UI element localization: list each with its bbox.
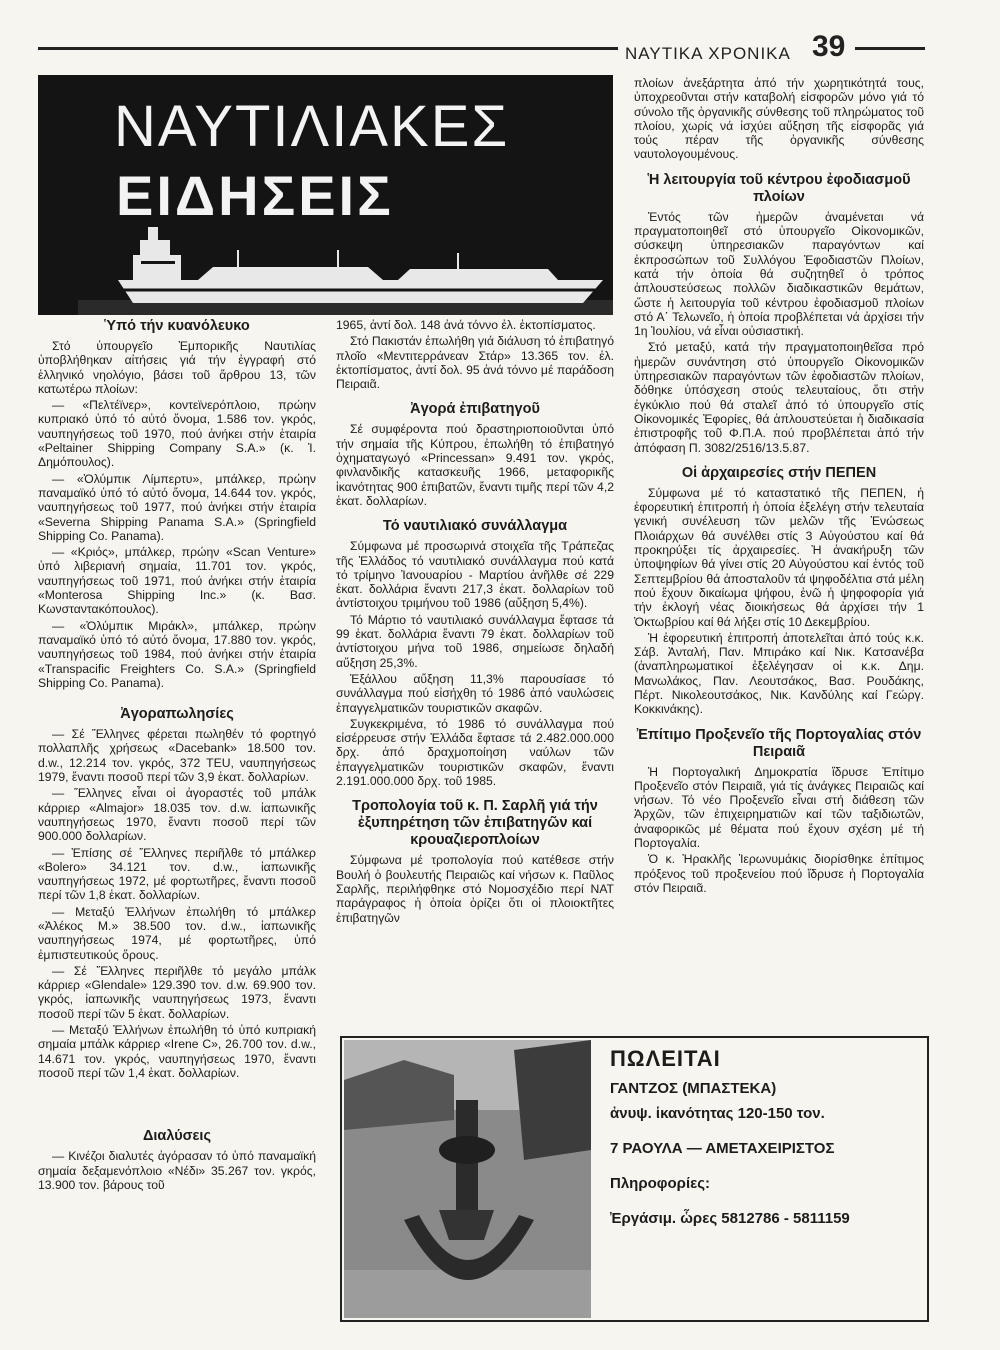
paragraph: Συγκεκριμένα, τό 1986 τό συνάλλαγμα πού εἰσέρρευσε στήν Ἑλλάδα ἔφτασε τά 2.482.000.000 δρχ. ἀπό δραχμοποίηση ναύλων τῶν ἐπαγγελματικῶν τουριστικῶν σκαφῶν, ἔναντι 2.191.000.000 δρχ. τοῦ 1985. <box>336 716 614 789</box>
column-2 <box>336 318 614 927</box>
paragraph: Σέ συμφέροντα πού δραστηριοποιοῦνται ὑπό τήν σημαία τῆς Κύπρου, ἐπωλήθη τό ἐπιβατηγό ὀχηματαγωγό «Princessan» 9.491 τον. γκρός, φινλανδικῆς κατασκευῆς 1966, μεταφορικῆς ἱκανότητας 900 ἐπιβατῶν, ἔναντι τιμῆς περί τῶν 4,2 ἑκατ. δολλαρίων. <box>336 422 614 508</box>
banner-title-line1: ΝΑΥΤΙΛΙΑΚΕΣ <box>114 94 510 159</box>
paragraph: Τό Μάρτιο τό ναυτιλιακό συνάλλαγμα ἔφτασε τά 99 ἑκατ. δολλάρια ἔναντι 79 ἑκατ. δολλαρίων τοῦ ἀντίστοιχου μήνα τοῦ 1986, σημείωσε δηλαδή αὔξηση 25,3%. <box>336 612 614 670</box>
journal-title: ΝΑΥΤΙΚΑ ΧΡΟΝΙΚΑ <box>625 44 791 63</box>
paragraph: — «Ὀλύμπικ Λίμπερτυ», μπάλκερ, πρώην παναμαϊκό ὑπό τό αὐτό ὄνομα, 14.644 τον. γκρός, ναυπηγήσεως τοῦ 1977, πού ἀνήκει στήν ἑταιρία «Severna Shipping Panama S.A.» (Springfield Shipping Co. Panama). <box>38 471 316 543</box>
paragraph: Στό ὑπουργεῖο Ἐμπορικῆς Ναυτιλίας ὑποβλήθηκαν αἰτήσεις γιά τήν ἐγγραφή στό ἑλληνικό νηολόγιο, βάσει τοῦ ἄρθρου 13, τῶν κατωτέρω πλοίων: <box>38 339 316 396</box>
paragraph: Ἐντός τῶν ἡμερῶν ἀναμένεται νά πραγματοποιηθεῖ στό ὑπουργεῖο Οἰκονομικῶν, σύσκεψη ὑπηρεσιακῶν παραγόντων καί ἐκπροσώπων τοῦ Συλλόγου Ἐφοδιαστῶν Πλοίων, κατά τήν ὁποία θά συζητηθεῖ ὁ τρόπος ἁπλουστεύσεως πολλῶν διαδικαστικῶν θεμάτων, ὥστε ἡ λειτουργία τοῦ κέντρου ἐφοδιασμοῦ πλοίων στό Α΄ Τελωνεῖο, ἡ ὁποία προβλέπεται νά ἀρχίσει τήν 1η Ἰουλίου, νά εἶναι οὐσιαστική. <box>634 209 924 339</box>
paragraph: Ἐξάλλου αὔξηση 11,3% παρουσίασε τό συνάλλαγμα πού εἰσήχθη τό 1986 ἀπό ναυλώσεις ἐπαγγελματικῶν τουριστικῶν σκαφῶν. <box>336 671 614 715</box>
paragraph: πλοίων ἀνεξάρτητα ἀπό τήν χωρητικότητά τους, ὑποχρεοῦνται στήν καταβολή εἰσφορῶν μόνο γιά τό σύνολο τῆς ὀργανικῆς σύνθεσης τοῦ πληρώματος τοῦ πλοίου, χωρίς νά ἰσχύει αὔξηση τῆς εἰσφορᾶς γιά τούς πέραν τῆς ὀργανικῆς σύνθεσης ναυτολογουμένους. <box>634 76 924 162</box>
ad-title: ΠΩΛΕΙΤΑΙ <box>610 1046 721 1071</box>
section-heading: Τό ναυτιλιακό συνάλλαγμα <box>382 518 568 535</box>
classified-ad <box>340 1036 929 1322</box>
paragraph: — Ἐπίσης σέ Ἕλληνες περιῆλθε τό μπάλκερ «Bolero» 34.121 τον. d.w., ἰαπωνικῆς ναυπηγήσεως 1972, μέ φορτωτῆρες, ἔναντι ποσοῦ περί τῶν 1,8 ἑκατ. δολλαρίων. <box>38 845 316 903</box>
column-3 <box>634 76 924 897</box>
paragraph: Στό μεταξύ, κατά τήν πραγματοποιηθεῖσα πρό ἡμερῶν συνάντηση στό ὑπουργεῖο Οἰκονομικῶν ὑπηρεσιακῶν παραγόντων τῶν ἐφοδιαστῶν πλοίων, δόθηκε ὑπόσχεση στούς τελευταίους, ὅτι στήν ἐγκύκλιο πού θά σταλεῖ ἀπό τό ὑπουργεῖο στίς Οἰκονομικές Ἐφορίες, θά ἁπλουστεύεται ἡ διαδικασία ἐπιστροφῆς τοῦ Φ.Π.Α. πού προβλέπεται ἀπό τήν ἀπόφαση Π. 3082/2516/13.5.87. <box>634 340 924 455</box>
section-heading: Διαλύσεις <box>142 1128 212 1145</box>
section-heading: Οἱ ἀρχαιρεσίες στήν ΠΕΠΕΝ <box>681 464 877 481</box>
paragraph: — «Πελτέϊνερ», κοντεϊνερόπλοιο, πρώην κυπριακό ὑπό τό αὐτό ὄνομα, 1.586 τον. γκρός, ναυπηγήσεως τοῦ 1970, πού ἀνήκει στήν ἑταιρία «Peltainer Shipping Company S.A.» (κ. Ἰ. Δημόπουλος). <box>38 398 316 470</box>
hook-photo <box>344 1040 591 1318</box>
ad-text <box>610 1046 920 1235</box>
paragraph: Ἡ ἐφορευτική ἐπιτροπή ἀποτελεῖται ἀπό τούς κ.κ. Σάβ. Ἀνταλή, Παν. Μπιράκο καί Νικ. Κατσανέβα (ἀναπληρωματικοί ἐξελέγησαν οἱ κ.κ. Δημ. Μανωλάκος, Παν. Λεουτσάκος, Βασ. Ρουδάκης, Πέρτ. Νικολεουτσάκος, Νικ. Κανδύλης καί Γεώργ. Κοκκινάκης). <box>634 630 924 717</box>
paragraph: — Ἕλληνες εἶναι οἱ ἀγοραστές τοῦ μπάλκ κάρριερ «Almajor» 18.035 τον. d.w. ἰαπωνικῆς ναυπηγήσεως 1970, ἔναντι ποσοῦ περί τῶν 900.000 δολλαρίων. <box>38 786 316 844</box>
ad-line: ΓΑΝΤΖΟΣ (ΜΠΑΣΤΕΚΑ) <box>610 1080 777 1097</box>
section-heading: Ἡ λειτουργία τοῦ κέντρου ἐφοδιασμοῦ πλοίων <box>647 171 911 205</box>
paragraph: — «Ὀλύμπικ Μιράκλ», μπάλκερ, πρώην παναμαϊκό ὑπό τό αὐτό ὄνομα, 17.880 τον. γκρός, ναυπηγήσεως τοῦ 1984, πού ἀνήκει στήν ἑταιρία «Transpacific Freighters Co. S.A.» (Springfield Shipping Co. Panama). <box>38 618 316 690</box>
ad-phone: Ἐργάσιμ. ὧρες 5812786 - 5811159 <box>610 1210 850 1227</box>
section-heading: Ἀγορά ἐπιβατηγοῦ <box>410 401 540 418</box>
paragraph: — Σέ Ἕλληνες φέρεται πωληθέν τό φορτηγό πολλαπλῆς χρήσεως «Dacebank» 18.500 τον. d.w., 12.214 τον. γκρός, 372 TEU, ναυπηγήσεως 1979, ἔναντι ποσοῦ περί τῶν 3,9 ἑκατ. δολλαρίων. <box>38 727 316 785</box>
paragraph: — Σέ Ἕλληνες περιῆλθε τό μεγάλο μπάλκ κάρριερ «Glendale» 129.390 τον. d.w. 69.900 τον. γκρός, ἰαπωνικῆς ναυπηγήσεως 1973, ἔναντι ποσοῦ περί τῶν 5 ἑκατ. δολλαρίων. <box>38 963 316 1021</box>
banner-title-line2: ΕΙΔΗΣΕΙΣ <box>116 164 394 227</box>
section-heading: Ἀγοραπωλησίες <box>120 706 234 723</box>
column-1 <box>38 318 316 1194</box>
paragraph: Ἡ Πορτογαλική Δημοκρατία ἵδρυσε Ἐπίτιμο Προξενεῖο στόν Πειραιᾶ, γιά τίς ἀνάγκες Πειραιῶς καί νήσων. Τό νέο Προξενεῖο εἶναι στή διάθεση τῶν Ἀρχῶν, τῶν ἐπιχειρηματιῶν καί τῶν ταξιδιωτῶν, ἀναφορικῶς μέ θέματα πού ἔχουν σχέση μέ τή Πορτογαλία. <box>634 764 924 851</box>
paragraph: — «Κριός», μπάλκερ, πρώην «Scan Venture» ὑπό λιβεριανή σημαία, 11.701 τον. γκρός, ναυπηγήσεως τοῦ 1971, πού ἀνήκει στήν ἑταιρία «Monterosa Shipping Inc.» (κ. Βασ. Κωνσταντακόπουλος). <box>38 545 316 617</box>
paragraph: Σύμφωνα μέ τροπολογία πού κατέθεσε στήν Βουλή ὁ βουλευτής Πειραιῶς καί νήσων κ. Παῦλος Σαρλῆς, περιλήφθηκε στό Νομοσχέδιο περί ΝΑΤ παράγραφος ἡ ὁποία ὁρίζει ὅτι οἱ πλοιοκτῆτες ἐπιβατηγῶν <box>336 853 614 925</box>
ad-line: 7 ΡΑΟΥΛΑ — ΑΜΕΤΑΧΕΙΡΙΣΤΟΣ <box>610 1140 835 1157</box>
paragraph: — Μεταξύ Ἑλλήνων ἐπωλήθη τό ὑπό κυπριακή σημαία μπάλκ κάρριερ «Irene C», 26.700 τον. d.w., 14.671 τον. γκρός, ναυπηγήσεως 1970, ἔναντι ποσοῦ περί τῶν 1,4 ἑκατ. δολλαρίων. <box>38 1023 316 1080</box>
hook-image <box>344 1040 591 1318</box>
header-rule-left <box>38 47 618 50</box>
section-banner <box>38 75 613 315</box>
paragraph: Ὁ κ. Ἡρακλῆς Ἱερωνυμάκις διορίσθηκε ἐπίτιμος πρόξενος τοῦ προξενείου πού ἵδρυσε ἡ Πορτογαλία στόν Πειραιᾶ. <box>634 852 924 895</box>
paragraph: — Μεταξύ Ἑλλήνων ἐπωλήθη τό μπάλκερ «Ἀλέκος Μ.» 38.500 τον. d.w., ἰαπωνικῆς ναυπηγήσεως 1974, μέ φορτωτῆρες, ὑπό ἐμπιστευτικούς ὅρους. <box>38 904 316 962</box>
ad-contact-label: Πληροφορίες: <box>610 1175 711 1192</box>
paragraph: 1965, ἀντί δολ. 148 ἀνά τόννο ἐλ. ἐκτοπίσματος. <box>336 318 596 332</box>
paragraph: — Κινέζοι διαλυτές ἀγόρασαν τό ὑπό παναμαϊκή σημαία δεξαμενόπλοιο «Νέδι» 35.267 τον. γκρός, 13.900 τον. βάρους τοῦ <box>38 1149 316 1192</box>
page-number: 39 <box>812 30 846 63</box>
paragraph: Σύμφωνα μέ προσωρινά στοιχεῖα τῆς Τράπεζας τῆς Ἑλλάδος τό ναυτιλιακό συνάλλαγμα πού κατά τό τρίμηνο Ἰανουαρίου - Μαρτίου ἀνῆλθε σέ 229 ἑκατ. δολλάρια ἔναντι 217,3 ἑκατ. δολλαρίων τοῦ ἀντίστοιχου τριμήνου τοῦ 1986 (αὔξηση 5,4%). <box>336 539 614 611</box>
paragraph: Στό Πακιστάν ἐπωλήθη γιά διάλυση τό ἐπιβατηγό πλοῖο «Μεντιτερράνεαν Στάρ» 13.365 τον. ἐλ. ἐκτοπίσματος, ἀντί δολ. 95 ἀνά τόννο μέ παράδοση Πειραιᾶ. <box>336 334 615 392</box>
header-rule-right <box>855 47 925 50</box>
paragraph: Σύμφωνα μέ τό καταστατικό τῆς ΠΕΠΕΝ, ἡ ἐφορευτική ἐπιτροπή ἡ ὁποία ἐξελέγη στήν τελευταία γενική συνέλευση τῶν μελῶν τῆς Ἑνώσεως Πλοιάρχων θά συνέλθει στίς 3 Αὐγούστου καί θά προκηρύξει τίς ἀρχαιρεσίες. Ἡ ἀνακήρυξη τῶν ὑποψηφίων θά γίνει στίς 20 Αὐγούστου καί ἐντός τοῦ Σεπτεμβρίου θά ἀποσταλοῦν τά ψηφοδέλτια στά μέλη πού ἔχουν δικαίωμα ψήφου, ἐνῶ ἡ ψηφοφορία γιά τήν ἐκλογή νέας διοικήσεως θά ἀρχίσει τήν 1 Ὀκτωβρίου καί θά λήξει στίς 10 Δεκεμβρίου. <box>634 485 924 629</box>
section-heading: Ἐπίτιμο Προξενεῖο τῆς Πορτογαλίας στόν Πειραιᾶ <box>636 726 922 760</box>
section-heading: Ὑπό τήν κυανόλευκο <box>104 318 250 334</box>
section-heading: Τροπολογία τοῦ κ. Π. Σαρλῆ γιά τήν ἐξυπηρέτηση τῶν ἐπιβατηγῶν καί κρουαζιεροπλοίων <box>352 798 598 849</box>
ad-line: ἀνυψ. ἱκανότητας 120-150 τον. <box>610 1105 825 1122</box>
